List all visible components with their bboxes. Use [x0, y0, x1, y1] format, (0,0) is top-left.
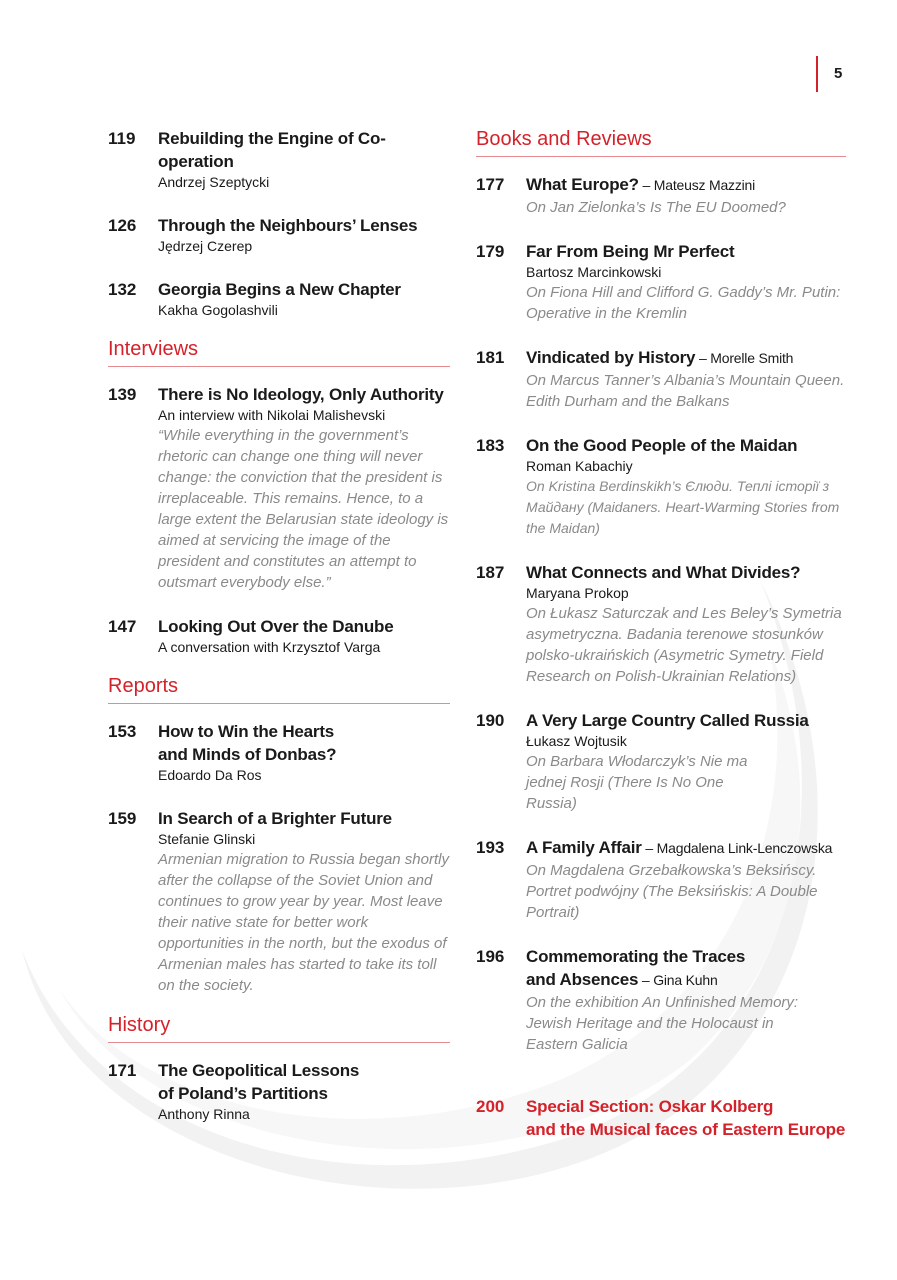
entry-author: Maryana Prokop [526, 585, 629, 601]
toc-entry[interactable] [476, 945, 846, 1055]
entry-title-line-1: Commemorating the Traces [526, 947, 746, 966]
toc-entry[interactable] [108, 383, 450, 593]
entry-author: An interview with Nikolai Malishevski [158, 407, 386, 423]
entry-page-number: 171 [108, 1061, 137, 1080]
entry-author: – Mateusz Mazzini [638, 177, 756, 193]
entry-page-number: 187 [476, 563, 505, 582]
toc-entry[interactable] [476, 836, 846, 923]
entry-page-number: 126 [108, 216, 137, 235]
entry-description: On Kristina Berdinskikh’s Єлюди. Теплі історії з Майдану (Maidaners. Heart-Warming Stories from the Maidan) [526, 478, 840, 536]
entry-author: – Magdalena Link-Lenczowska [641, 840, 833, 856]
toc-entry[interactable] [476, 709, 846, 814]
entry-title-line-1: How to Win the Hearts [158, 722, 335, 741]
entry-page-number: 153 [108, 722, 137, 741]
entry-title: Rebuilding the Engine of Co-operation [158, 129, 386, 171]
entry-title: Georgia Begins a New Chapter [158, 280, 401, 299]
entry-title-line-2: and the Musical faces of Eastern Europe [526, 1120, 846, 1139]
entry-title-line-2: of Poland’s Partitions [158, 1084, 328, 1103]
entry-author: – Morelle Smith [695, 350, 794, 366]
page-number: 5 [834, 65, 843, 82]
entry-title-line-2: and Minds of Donbas? [158, 745, 337, 764]
entry-title-line-1: The Geopolitical Lessons [158, 1061, 360, 1080]
entry-title: Far From Being Mr Perfect [526, 242, 735, 261]
entry-title: Through the Neighbours’ Lenses [158, 216, 418, 235]
entry-description: On Magdalena Grzebałkowska’s Beksińscy. Portret podwójny (The Beksińskis: A Double Portrait) [526, 862, 818, 921]
entry-author: Kakha Gogolashvili [158, 302, 278, 318]
entry-description: “While everything in the government’s rhetoric can change one thing will never change: the conviction that the president is irreplaceable. This remains. Hence, to a large extent the Belarusian state ideology is aimed at servicing the image of the president and constitutes an attempt to outsmart everybody else.” [158, 427, 449, 591]
entry-author: Anthony Rinna [158, 1106, 250, 1122]
section-heading-history: History [108, 1014, 450, 1043]
right-column [476, 128, 846, 1163]
entry-page-number: 196 [476, 947, 505, 966]
toc-entry[interactable] [108, 720, 450, 785]
entry-page-number: 119 [108, 129, 136, 148]
entry-page-number: 179 [476, 242, 505, 261]
entry-description: On Barbara Włodarczyk’s Nie ma jednej Rosji (There Is No One Russia) [526, 753, 748, 812]
entry-title: There is No Ideology, Only Authority [158, 385, 444, 404]
toc-entry[interactable] [108, 1059, 450, 1124]
entry-author: Bartosz Marcinkowski [526, 264, 662, 280]
entry-description: On Jan Zielonka’s Is The EU Doomed? [526, 199, 786, 216]
toc-entry[interactable] [108, 615, 450, 657]
entry-description: On Marcus Tanner’s Albania’s Mountain Queen. Edith Durham and the Balkans [526, 372, 845, 410]
entry-author: – Gina Kuhn [638, 972, 718, 988]
entry-author: Jędrzej Czerep [158, 238, 253, 254]
toc-entry[interactable] [476, 240, 846, 324]
section-heading-reports: Reports [108, 675, 450, 704]
entry-title: In Search of a Brighter Future [158, 809, 392, 828]
toc-entry[interactable] [108, 278, 450, 320]
left-column [108, 127, 450, 1146]
toc-entry[interactable] [476, 561, 846, 687]
entry-page-number: 159 [108, 809, 137, 828]
entry-page-number: 183 [476, 436, 505, 455]
entry-author: Stefanie Glinski [158, 831, 256, 847]
entry-description: On Łukasz Saturczak and Les Beley’s Symetria asymetryczna. Badania terenowe stosunków polsko-ukraińskich (Asymetric Symetry. Field Research on Polish-Ukrainian Relations) [526, 605, 842, 685]
entry-title: A Very Large Country Called Russia [526, 711, 809, 730]
toc-entry[interactable] [108, 807, 450, 996]
toc-entry[interactable] [108, 127, 450, 192]
entry-author: A conversation with Krzysztof Varga [158, 639, 381, 655]
entry-page-number: 147 [108, 617, 137, 636]
entry-page-number: 181 [476, 348, 505, 367]
section-heading-interviews: Interviews [108, 338, 450, 367]
entry-title-line-1: Special Section: Oskar Kolberg [526, 1097, 774, 1116]
entry-description: On Fiona Hill and Clifford G. Gaddy’s Mr. Putin: Operative in the Kremlin [526, 284, 841, 322]
entry-author: Łukasz Wojtusik [526, 733, 627, 749]
entry-title-line-2: and Absences [526, 970, 639, 989]
page-number-divider [816, 56, 818, 92]
entry-title: Looking Out Over the Danube [158, 617, 394, 636]
toc-entry[interactable] [476, 173, 846, 218]
entry-page-number: 200 [476, 1097, 505, 1116]
entry-title: A Family Affair [526, 838, 642, 857]
section-heading-books-and-reviews: Books and Reviews [476, 128, 846, 157]
toc-entry[interactable] [108, 214, 450, 256]
entry-author: Andrzej Szeptycki [158, 174, 270, 190]
entry-description: On the exhibition An Unfinished Memory: Jewish Heritage and the Holocaust in Eastern Galicia [526, 994, 799, 1053]
entry-title: On the Good People of the Maidan [526, 436, 798, 455]
entry-page-number: 190 [476, 711, 505, 730]
entry-page-number: 177 [476, 175, 505, 194]
entry-page-number: 132 [108, 280, 137, 299]
toc-entry[interactable] [476, 346, 846, 412]
entry-author: Roman Kabachiy [526, 458, 633, 474]
entry-page-number: 139 [108, 385, 137, 404]
entry-description: Armenian migration to Russia began shortly after the collapse of the Soviet Union and continues to grow year by year. Most leave their native state for better work opportunities in the north, but the exodus of Armenian males has started to take its toll on the society. [158, 851, 449, 994]
toc-entry-special-section[interactable] [476, 1095, 846, 1141]
entry-page-number: 193 [476, 838, 505, 857]
toc-entry[interactable] [476, 434, 846, 539]
entry-author: Edoardo Da Ros [158, 767, 262, 783]
entry-title: Vindicated by History [526, 348, 696, 367]
entry-title: What Connects and What Divides? [526, 563, 801, 582]
entry-title: What Europe? [526, 175, 639, 194]
